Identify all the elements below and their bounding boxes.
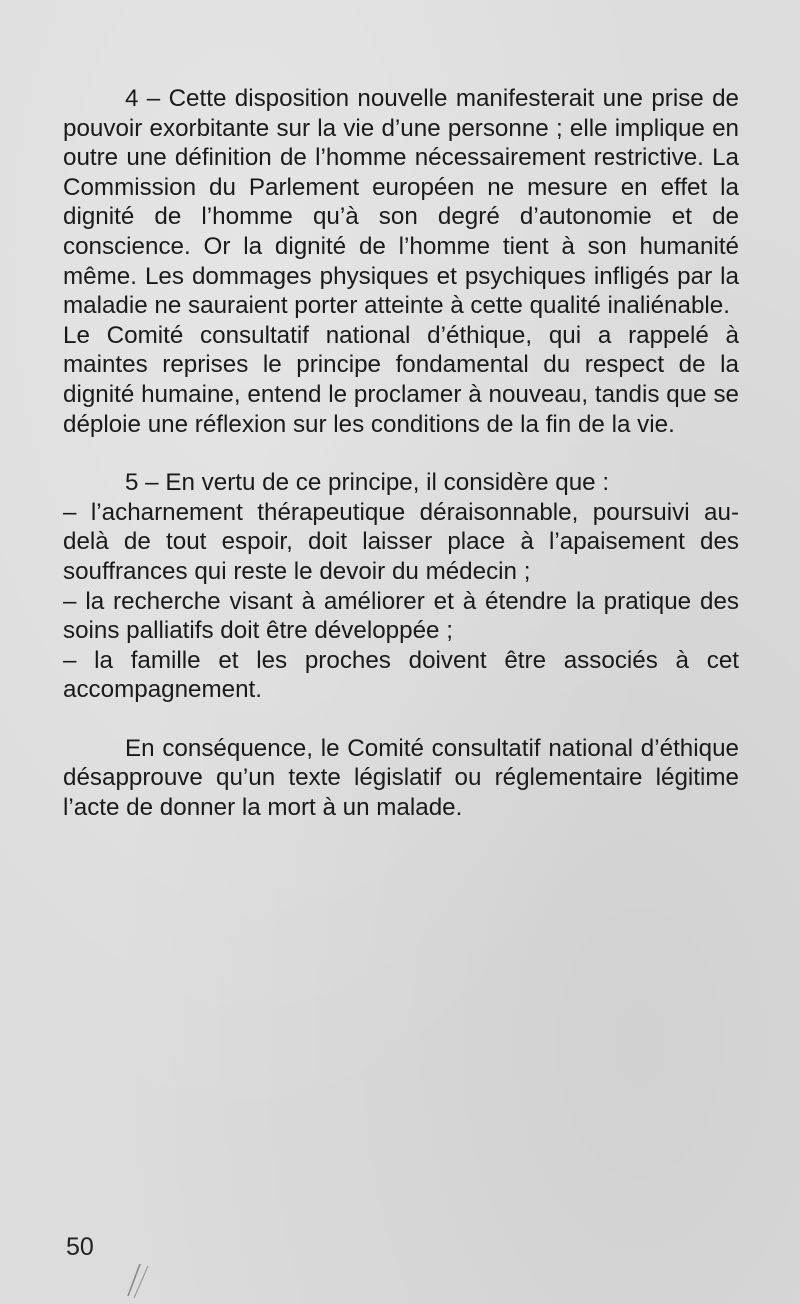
- list-item-famille: – la famille et les proches doivent être associés à cet accompagnement.: [63, 646, 739, 704]
- paragraph-conclusion: En conséquence, le Comité consultatif national d’éthique désapprouve qu’un texte législatif ou réglementaire légitime l’acte de donner la mort à un malade.: [63, 734, 739, 822]
- list-item-recherche: – la recherche visant à améliorer et à étendre la pratique des soins palliatifs doit être développée ;: [63, 587, 739, 645]
- page-number: 50: [66, 1233, 94, 1261]
- list-item-acharnement: – l’acharnement thérapeutique déraisonnable, poursuivi au-delà de tout espoir, doit laisser place à l’apaisement des souffrances qui reste le devoir du médecin ;: [63, 498, 739, 585]
- paragraph-4-continued: Le Comité consultatif national d’éthique, qui a rappelé à maintes reprises le principe fondamental du respect de la dignité humaine, entend le proclamer à nouveau, tandis que se déploie une réflexion sur les conditions de la fin de la vie.: [63, 321, 739, 438]
- pencil-mark-icon: [120, 1262, 160, 1300]
- paragraph-5: 5 – En vertu de ce principe, il considère que :: [125, 469, 610, 497]
- document-page: [63, 84, 739, 823]
- paragraph-4: 4 – Cette disposition nouvelle manifesterait une prise de pouvoir exorbitante sur la vie d’une personne ; elle implique en outre une définition de l’homme nécessairement restrictive. La Commission du Parlement européen ne mesure en effet la dignité de l’homme qu’à son degré d’autonomie et de conscience. Or la dignité de l’homme tient à son humanité même. Les dommages physiques et psychiques infligés par la maladie ne sauraient porter atteinte à cette qualité inaliénable.: [63, 85, 739, 320]
